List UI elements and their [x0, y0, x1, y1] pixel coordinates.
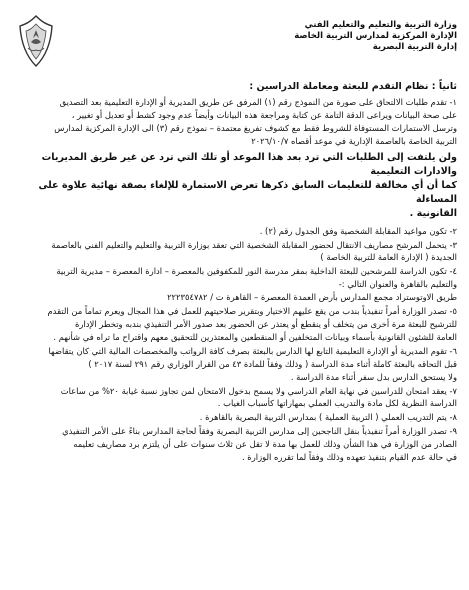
- list-item: ٤- تكون الدراسة للمرشحين للبعثة الداخلية بمقر مدرسة النور للمكفوفين بالمعصرة – ادارة المعصرة – مديرية التربية: [56, 266, 457, 277]
- list-item: ٨- يتم التدريب العملي ( التربية العملية ) بمدارس التربية البصرية بالقاهرة .: [199, 412, 457, 423]
- section-title: ثانياً : نظام التقدم للبعثة ومعاملة الدراسين :: [249, 81, 457, 92]
- paragraph-line: على صحة البيانات ويراعى الدقة التامة عن كتابة ومراجعة هذه البيانات وأيضاً عدم وجود كشط أو تعديل أو تغيير ،: [71, 109, 457, 120]
- header-line: الإدارة المركزية لمدارس التربية الخاصة: [294, 31, 457, 41]
- list-item: ٧- يعقد امتحان للدراسين في نهاية العام الدراسي ولا يسمح بدخول الامتحان لمن تجاوز نسبة غيابة ٢٠% من ساعات: [60, 385, 457, 396]
- ministry-emblem-icon: [12, 12, 60, 70]
- paragraph-line: التربية الخاصة بالعاصمة الإدارية في موعد أقصاه ٢٠٢٦/١٠/٧: [251, 135, 457, 146]
- list-item: قبل التحاقه بالبعثة كاملة أثناء مدة الدراسة ( وذلك وفقاً للمادة ٤٣ من القرار الوزاري رقم ٢٩١ لسنة ٢٠١٧ ): [88, 358, 457, 369]
- list-item: العامة للشئون القانونية بأسماء وبيانات المتخلفين أو المنقطعين والمعتذرين للتحقيق معهم واقتراح ما تراه في شأنهم .: [53, 331, 457, 342]
- warning-line: ولن يلتفت إلى الطلبات التي ترد بعد هذا الموعد أو تلك التي ترد عن غير طريق المديريات والادارات التعليمية: [41, 151, 457, 177]
- list-item: للترشيح للبعثة مرة أخرى من يتخلف أو ينقطع أو يعتذر عن الحضور بعد صدور الأمر التنفيذي بندبه وتخطر الإدارة: [75, 318, 457, 329]
- list-item: ولا يستحق الدارس بدل سفر أثناء مدة الدراسة .: [290, 371, 457, 382]
- list-item: ٢- تكون مواعيد المقابلة الشخصية وفق الجدول رقم (٢) .: [259, 225, 457, 236]
- warning-line: القانونية .: [409, 207, 457, 219]
- paragraph-line: وترسل الاستمارات المستوفاة للشروط فقط مع كشوف تفريغ معتمدة – نموذج رقم (٣) الى الإدارة المركزية لمدارس: [54, 122, 457, 133]
- address-line: طريق الاوتوستراد مجمع المدارس بأرض العمدة المعصرة – القاهرة ت / ٢٢٢٣٥٤٧٨٢: [167, 292, 457, 303]
- list-item: ٦- تقوم المديرية أو الإدارة التعليمية التابع لها الدارس بالبعثة بصرف كافة الرواتب والمخصصات المالية التي كان يتقاضها: [48, 345, 457, 356]
- header-line: وزارة التربية والتعليم والتعليم الفني: [304, 20, 457, 30]
- paragraph-line: ١- تقدم طلبات الالتحاق على صورة من النموذج رقم (١) المرفق عن طريق المديرية أو الإدارة التعليمية بعد التصديق: [59, 97, 457, 107]
- list-item: ٣- يتحمل المرشح مصاريف الانتقال لحضور المقابلة الشخصية التي تعقد بوزارة التربية والتعليم والتعليم الفني بالعاصمة: [51, 239, 457, 250]
- warning-line: كما أن أي مخالفة للتعليمات السابق ذكرها تعرض الاستمارة للإلغاء بصفة نهائية علاوة على المساءلة: [38, 179, 457, 205]
- list-item: في حالة عدم القيام بتنفيذ تعهده وذلك وفقاً لما تقرره الوزارة .: [241, 452, 457, 463]
- list-item: ٥- تصدر الوزارة أمراً تنفيذياً بندب من يقع عليهم الاختيار وبتقرير صلاحيتهم للعمل في هذا المجال ويعرم تماماً من التقدم: [47, 306, 457, 317]
- list-item: والتعليم بالقاهرة والعنوان التالي :-: [338, 279, 457, 290]
- ministry-header: [207, 20, 457, 53]
- warning-notice: [12, 151, 457, 221]
- header-line: إدارة التربية البصرية: [372, 42, 457, 52]
- list-item: الدراسة النظرية لكل مادة والتدريب العملي بمهاراتها كأسباب الغياب .: [217, 398, 457, 409]
- list-item: الجديدة ( الإدارة العامة للتربية الخاصة ): [320, 252, 457, 263]
- list-item: الصادر من الوزارة في هذا الشأن وذلك للعمل بها مدة لا تقل عن ثلاث سنوات على أن يلتزم برد مصاريف تعليمه: [73, 439, 457, 450]
- document-body: [12, 80, 457, 464]
- list-item: ٩- تصدر الوزارة أمراً تنفيذياً بنقل الناجحين إلى مدارس التربية البصرية وفقاً لحاجة المدارس بناءً على الأمر التنفيذي: [62, 426, 457, 437]
